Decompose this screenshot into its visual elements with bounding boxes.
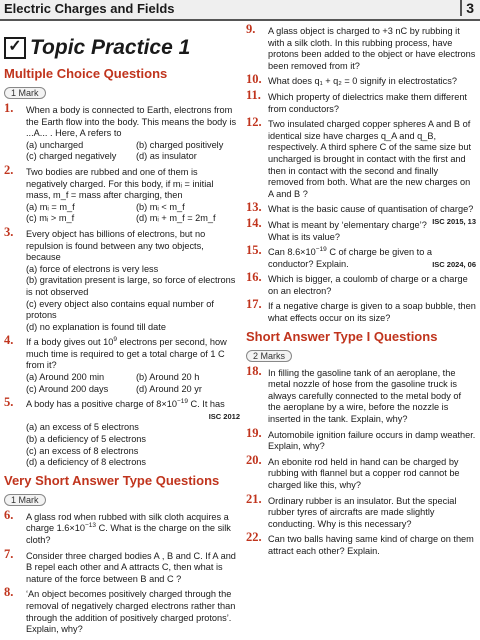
question-text: Consider three charged bodies A , B and C. If A and B repel each other and A attracts C, then what is nature of the force between B and C ? <box>26 550 236 584</box>
option-c: (c) an excess of 8 electrons <box>26 445 139 456</box>
chapter-title: Electric Charges and Fields <box>4 1 175 16</box>
question-8 <box>4 585 240 635</box>
option-a: (a) mᵢ = m_f <box>26 201 75 212</box>
left-column <box>4 36 240 640</box>
checkbox-icon: ✓ <box>4 37 26 59</box>
question-number: 16. <box>246 270 262 285</box>
question-number: 7. <box>4 546 14 561</box>
section-heading-sa: Short Answer Type I Questions <box>246 328 438 344</box>
question-9 <box>246 22 476 72</box>
question-text: A glass rod when rubbed with silk cloth acquires a charge $1.6\times 10^{-13}$ C. What is the charge on the silk cloth? <box>26 511 231 545</box>
question-number: 22. <box>246 530 262 545</box>
question-11 <box>246 87 476 115</box>
question-text: A body has a positive charge of $8\times 10^{-19}$ C. It has <box>26 398 225 410</box>
question-text: Two insulated charged copper spheres A and B of identical size have charges q_A and q_B, respectively. A third sphere C of the same size but uncharged is brought in contact with the first and then in contact with the second and finally removed from both. What are the new charges on A and B ? <box>268 119 472 199</box>
question-number: 14. <box>246 215 262 230</box>
question-number: 17. <box>246 297 262 312</box>
question-text: Can $8.6\times 10^{-19}$ C of charge be given to a conductor? Explain. ISC 2024, 06 <box>268 246 476 269</box>
section-heading-vsa: Very Short Answer Type Questions <box>4 472 220 488</box>
question-21 <box>246 491 476 531</box>
option-b: (b) charged positively <box>136 139 224 150</box>
question-text: A glass object is charged to +3 nC by rubbing it with a silk cloth. In this rubbing process, have protons been added to the object or have electrons been removed from it? <box>268 26 476 71</box>
question-text: Which is bigger, a coulomb of charge or a charge on an electron? <box>268 274 468 296</box>
question-5 <box>4 395 240 469</box>
question-number: 11. <box>246 87 261 102</box>
question-number: 13. <box>246 200 262 215</box>
page-header <box>0 0 480 21</box>
question-text: If a negative charge is given to a soap bubble, then what effects occur on its size? <box>268 301 476 324</box>
topic-heading <box>4 36 240 60</box>
option-b: (b) Around 20 h <box>136 372 200 383</box>
topic-title: Topic Practice 1 <box>30 36 191 59</box>
question-number: 1. <box>4 101 14 115</box>
question-number: 3. <box>4 224 14 239</box>
question-2 <box>4 162 240 225</box>
marks-badge: 1 Mark <box>4 494 46 506</box>
option-c: (c) Around 200 days <box>26 383 109 394</box>
question-number: 10. <box>246 72 262 87</box>
option-c: (c) charged negatively <box>26 151 117 162</box>
question-text: In filling the gasoline tank of an aeroplane, the metal nozzle of hose from the gasoline truck is always carefully connected to the metal body of the aeroplane by a wire, before the nozzle is inserted in the tank. Explain, why? <box>268 367 462 425</box>
option-a: (a) uncharged <box>26 139 84 150</box>
question-number: 5. <box>4 395 14 410</box>
question-text: An ebonite rod held in hand can be charged by rubbing with flannel but a copper rod cannot be charged like this, why? <box>268 456 460 490</box>
exam-reference: ISC 2012 <box>208 411 240 421</box>
option-d: (d) Around 20 yr <box>136 383 202 394</box>
option-d: (d) mᵢ + m_f = 2m_f <box>136 213 216 224</box>
question-18 <box>246 363 476 426</box>
question-number: 15. <box>246 243 262 258</box>
question-text: Every object has billions of electrons, but no repulsion is found between any two objects, because <box>26 228 206 263</box>
question-text: Automobile ignition failure occurs in damp weather. Explain, why? <box>268 429 476 452</box>
option-c: (c) mᵢ > m_f <box>26 213 75 224</box>
question-number: 18. <box>246 363 262 378</box>
question-text: Ordinary rubber is an insulator. But the special rubber tyres of aircrafts are made slightly conducting. Why is this necessary? <box>268 495 457 529</box>
option-d: (d) no explanation is found till date <box>26 321 166 332</box>
question-7 <box>4 546 240 586</box>
marks-badge: 1 Mark <box>4 87 46 99</box>
question-number: 9. <box>246 22 256 36</box>
question-text: Which property of dielectrics make them different from conductors? <box>268 91 467 114</box>
question-number: 19. <box>246 425 262 440</box>
right-column <box>246 22 476 562</box>
question-number: 21. <box>246 491 262 506</box>
question-text: What is meant by ‘elementary charge’? What is its value? <box>268 219 427 242</box>
question-number: 12. <box>246 115 262 130</box>
marks-badge: 2 Marks <box>246 350 292 362</box>
question-22 <box>246 530 476 557</box>
question-1 <box>4 101 240 163</box>
question-number: 8. <box>4 585 14 600</box>
question-12 <box>246 115 476 200</box>
option-b: (b) mᵢ < m_f <box>136 201 185 212</box>
question-text: What is the basic cause of quantisation of charge? ISC 2015, 13 <box>268 204 476 226</box>
question-19 <box>246 425 476 453</box>
option-c: (c) every object also contains equal number of protons <box>26 298 214 321</box>
option-d: (d) a deficiency of 8 electrons <box>26 457 147 468</box>
question-4 <box>4 333 240 395</box>
question-text: Two bodies are rubbed and one of them is negatively charged. For this body, if mᵢ = initial mass, m_f = mass after charging, then <box>26 166 214 201</box>
question-10 <box>246 72 476 88</box>
question-6 <box>4 507 240 547</box>
question-number: 2. <box>4 162 14 177</box>
question-number: 20. <box>246 452 262 467</box>
question-text: ‘An object becomes positively charged through the removal of negatively charged electrons rather than through the addition of positively charged protons’. Explain, why? <box>26 589 236 635</box>
question-16 <box>246 270 476 297</box>
question-text: When a body is connected to Earth, electrons from the Earth flow into the body. This means the body is ...A... . Here, A refers to <box>26 105 237 139</box>
option-d: (d) as insulator <box>136 151 197 162</box>
option-a: (a) force of electrons is very less <box>26 263 159 274</box>
question-number: 4. <box>4 333 14 348</box>
question-number: 6. <box>4 507 14 522</box>
exam-reference: ISC 2015, 13 <box>432 216 476 226</box>
question-15 <box>246 243 476 270</box>
option-b: (b) gravitation present is large, so force of electrons is not observed <box>26 275 236 297</box>
question-20 <box>246 452 476 492</box>
section-heading-mcq: Multiple Choice Questions <box>4 66 168 81</box>
exam-reference: ISC 2024, 06 <box>432 259 476 269</box>
question-3 <box>4 224 240 333</box>
page-number: 3 <box>460 0 474 16</box>
option-a: (a) Around 200 min <box>26 372 105 383</box>
question-text: If a body gives out $10^9$ electrons per second, how much time is required to get a total charge of 1 C from it? <box>26 336 227 371</box>
option-a: (a) an excess of 5 electrons <box>26 422 139 433</box>
question-17 <box>246 297 476 324</box>
question-text: What does q₁ + q₂ = 0 signify in electrostatics? <box>268 76 457 87</box>
question-text: Can two balls having same kind of charge on them attract each other? Explain. <box>268 534 474 556</box>
option-b: (b) a deficiency of 5 electrons <box>26 434 147 445</box>
